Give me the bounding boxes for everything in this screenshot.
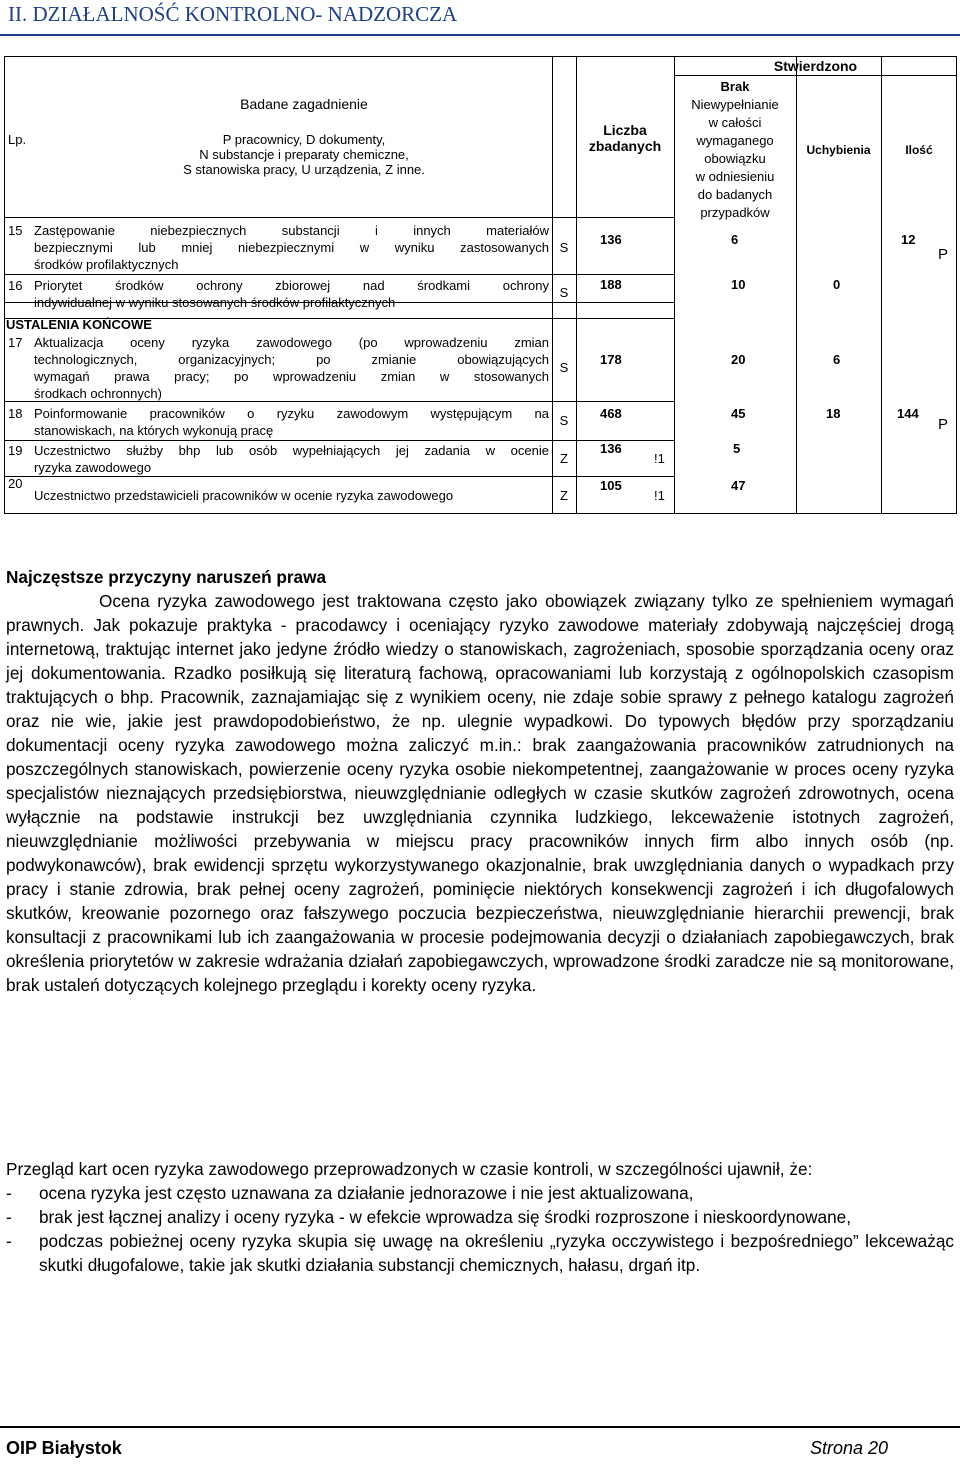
legend-line: P pracownicy, D dokumenty, [222,132,386,147]
col-count-header [576,122,674,154]
list-item [6,1205,954,1229]
col-brak-line: przypadków [700,205,770,220]
row-ilosc-total: 144 [897,406,919,421]
col-brak-header [674,78,796,222]
divider-ilosc [881,56,882,514]
col-ilosc-header: Ilość [905,143,933,157]
row-count: 105 [600,478,622,493]
footer-rule [0,1426,960,1428]
header-rule [0,34,960,36]
row-topic-line: Priorytet środków ochrony zbiorowej nad środkami ochrony [34,278,549,293]
row-lp: 15 [8,223,23,238]
row-uchybienia: 5 [733,441,741,456]
row-count: 178 [600,352,622,367]
row-topic-line: Uczestnictwo przedstawicieli pracowników w ocenie ryzyka zawodowego [34,488,454,503]
page-header-title: II. DZIAŁALNOŚĆ KONTROLNO- NADZORCZA [8,2,458,26]
col-brak-line: w odniesieniu [695,169,775,184]
col-lp-header: Lp. [8,132,27,147]
section-paragraph: Ocena ryzyka zawodowego jest traktowana często jako obowiązek związany tylko ze spełnieniem wymagań prawnych. Jak pokazuje praktyka - pracodawcy i oceniający ryzyko zawodowe materiały zdobywają najczęściej drogą internetową, traktując internet jako jedyne źródło wiedzy o stanowiskach, zagrożeniach, sposobie sporządzania oceny oraz jej dokumentowania. Rzadko posiłkują się literaturą fachową, opracowaniami lub korzystają z ogólnopolskich czasopism traktujących o bhp. Pracownik, zaznajamiając się z wynikiem oceny, nie zdaje sobie sprawy z pełnego katalogu zagrożeń oraz nie wie, jakie jest prawdopodobieństwo, że np. ulegnie wypadkowi. Do typowych błędów przy sporządzaniu dokumentacji oceny ryzyka zawodowego można zaliczyć m.in.: brak zaangażowania pracowników zatrudnionych na poszczególnych stanowiskach, powierzenie oceny ryzyka osobie niekompetentnej, zaangażowanie w proces oceny ryzyka specjalistów nieznających przedsiębiorstwa, nieuwzględnianie odległych w czasie skutków zagrożeń zdrowotnych, ocena wyłącznie na podstawie instrukcji bez uwzględniania czynnika ludzkiego, lekceważenie istotnych zagrożeń, nieuwzględnianie możliwości przebywania w miejscu pracy pracowników innych firm albo innych osób (np. podwykonawców), brak ewidencji sprzętu wykorzystywanego okazjonalnie, brak uwzględniania danych o wypadkach przy pracy i stanie zdrowia, brak pełnej oceny zagrożeń, pominięcie niektórych konsekwencji zagrożeń i ich długofalowych skutków, kreowanie pozornego oraz fałszywego poczucia bezpieczeństwa, nieuwzględnianie hierarchii prewencji, brak konsultacji z pracownikami lub ich zaangażowania w procesie podejmowania decyzji o działaniach zapobiegawczych, brak określenia priorytetów w zakresie wdrażania działań zapobiegawczych, wprowadzone środki zaradcze nie są monitorowane, brak ustaleń dotyczących kolejnego przeglądu i korekty oceny ryzyka. [6,591,954,995]
row-ilosc: 0 [833,277,841,292]
row-lp: 17 [8,335,23,350]
dash-marker: - [6,1183,12,1203]
section-heading: Najczęstsze przyczyny naruszeń prawa [6,567,327,587]
row-lp: 19 [8,443,23,458]
row-lp: 16 [8,278,23,293]
col-topic-header: Badane zagadnienie [240,96,368,112]
footer-org: OIP Białystok [6,1438,122,1458]
row-divider [4,217,674,218]
row-type: S [559,413,569,428]
row-lp: 20 [8,476,23,491]
section-causes [6,565,954,997]
section-title: USTALENIA KOŃCOWE [6,317,152,332]
row-divider [4,476,674,477]
row-type: Z [560,451,568,466]
row-count: 136 [600,441,622,456]
legend-line: N substancje i preparaty chemiczne, [199,147,409,162]
section-review [6,1157,954,1277]
row-topic-line: środków profilaktycznych [34,257,179,272]
col-brak-line: do badanych [697,187,773,202]
side-marker: P [938,416,949,433]
row-divider [4,440,674,441]
col-brak-line: w całości [708,115,762,130]
row-uchybienia: 47 [731,478,746,493]
row-topic-line: indywidualnej w wyniku stosowanych środków profilaktycznych [34,295,396,310]
col-stwierdzono-header: Stwierdzono [773,58,858,74]
row-divider [4,274,674,275]
review-intro: Przegląd kart ocen ryzyka zawodowego przeprowadzonych w czasie kontroli, w szczególności ujawnił, że: [6,1159,813,1179]
row-topic-line: środkach ochronnych) [34,386,162,401]
list-item-text: podczas pobieżnej oceny ryzyka skupia się uwagę na określeniu „ryzyka occzywistego i bezpośredniego” lekceważąc skutki długofalowe, takie jak skutki działania substancji chemicznych, hałasu, drgań itp. [39,1231,954,1275]
row-count: 468 [600,406,622,421]
legend-line: S stanowiska pracy, U urządzenia, Z inne. [183,162,425,177]
row-count: 136 [600,232,622,247]
row-topic-line: Poinformowanie pracowników o ryzyku zawodowym występującym na [34,406,549,421]
row-ilosc: 12 [901,232,916,247]
row-brak: !1 [654,451,665,466]
col-brak-line: Niewypełnianie [691,97,779,112]
row-type: S [559,360,569,375]
list-item-text: brak jest łącznej analizy i oceny ryzyka - w efekcie wprowadza się środki rozproszone i nieskoordynowane, [39,1207,852,1227]
row-ilosc: 6 [833,352,841,367]
row-topic-line: Uczestnictwo służby bhp lub osób wypełniających jej zadania w ocenie [34,443,549,458]
col-count-line: Liczba [603,122,647,138]
side-marker: P [938,246,949,263]
row-uchybienia: 20 [731,352,746,367]
inspection-table [4,56,957,514]
col-brak-title: Brak [720,79,750,94]
list-item [6,1181,954,1205]
row-brak: !1 [654,488,665,503]
row-uchybienia: 6 [731,232,739,247]
footer-page-number: Strona 20 [809,1438,888,1458]
row-topic-line: ryzyka zawodowego [34,460,152,475]
row-topic-line: Aktualizacja oceny ryzyka zawodowego (po wprowadzeniu zmian [34,335,549,350]
col-count-line: zbadanych [588,138,662,154]
row-topic-line: wymagań prawa pracy; po wprowadzeniu zmian w stosowanych [34,369,549,384]
findings-list [6,1181,954,1277]
row-uchybienia: 45 [731,406,746,421]
row-type: S [559,240,569,255]
dash-marker: - [6,1231,12,1251]
row-topic-line: bezpiecznymi lub mniej niebezpiecznymi w wyniku zastosowanych [34,240,549,255]
divider-uchybienia [796,56,797,514]
col-topic-legend [64,132,544,177]
row-uchybienia: 10 [731,277,746,292]
row-topic-line: stanowiskach, na których wykonują pracę [34,423,274,438]
divider-stwierdzono [674,75,957,76]
row-count: 188 [600,277,622,292]
row-lp: 18 [8,406,23,421]
row-ilosc: 18 [826,406,841,421]
row-type: S [559,285,569,300]
col-brak-line: wymaganego [696,133,774,148]
list-item [6,1229,954,1277]
col-uchybienia-header: Uchybienia [806,143,871,157]
row-topic-line: technologicznych, organizacyjnych; po zmianie obowiązujących [34,352,549,367]
list-item-text: ocena ryzyka jest często uznawana za działanie jednorazowe i nie jest aktualizowana, [39,1183,694,1203]
col-brak-line: obowiązku [704,151,766,166]
row-type: Z [560,488,568,503]
row-topic-line: Zastępowanie niebezpiecznych substancji i innych materiałów [34,223,549,238]
dash-marker: - [6,1207,12,1227]
